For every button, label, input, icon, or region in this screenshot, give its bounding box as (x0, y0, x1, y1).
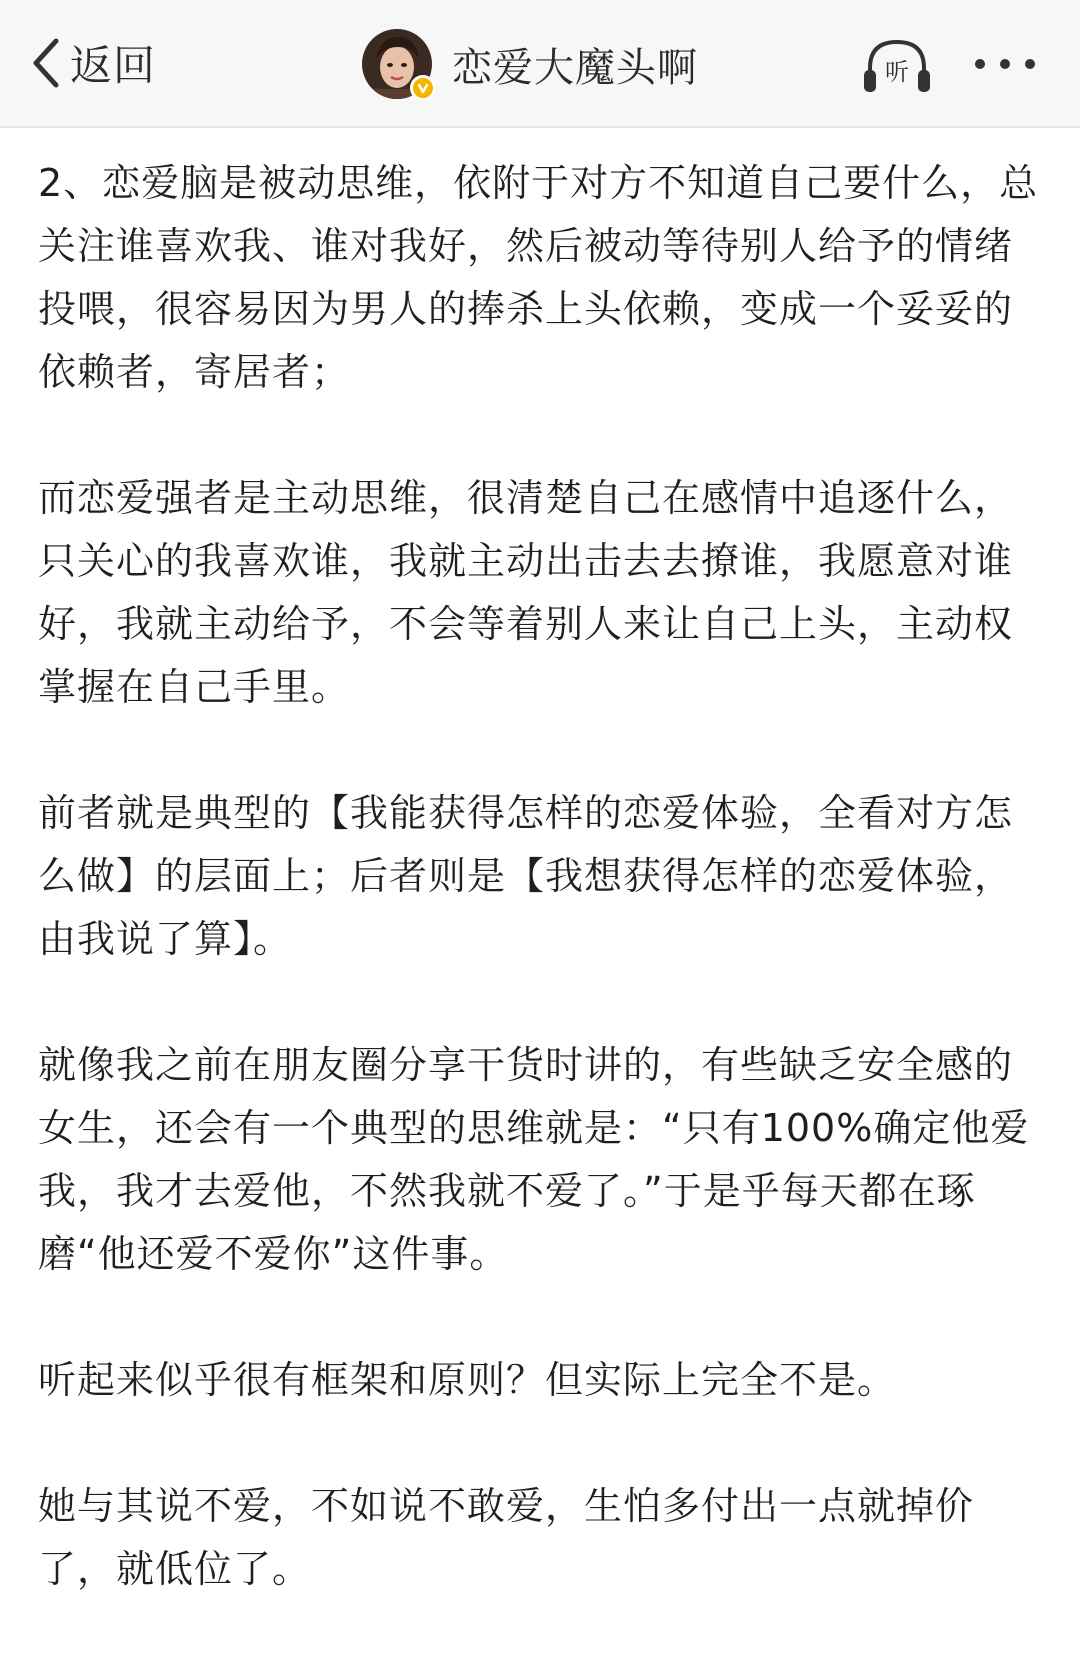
top-nav-bar (0, 0, 1080, 128)
post-body (38, 152, 1048, 1601)
account-profile[interactable] (362, 28, 698, 100)
verified-badge-icon (410, 75, 436, 101)
avatar[interactable] (362, 29, 432, 99)
post-paragraph-5: 听起来似乎很有框架和原则？但实际上完全不是。 (38, 1358, 897, 1402)
chevron-left-icon (28, 33, 64, 93)
more-button[interactable] (970, 44, 1040, 84)
post-paragraph-1: 2、恋爱脑是被动思维，依附于对方不知道自己要什么，总关注谁喜欢我、谁对我好，然后被动等待别人给予的情绪投喂，很容易因为男人的捧杀上头依赖，变成一个妥妥的依赖者，寄居者； (38, 161, 1039, 394)
back-button[interactable] (28, 30, 156, 96)
back-label: 返回 (70, 41, 157, 90)
post-paragraph-4: 就像我之前在朋友圈分享干货时讲的，有些缺乏安全感的女生，还会有一个典型的思维就是：“只有100%确定他爱我，我才去爱他，不然我就不爱了。”于是乎每天都在琢磨“他还爱不爱你”这件事。 (38, 1043, 1030, 1276)
post-paragraph-2: 而恋爱强者是主动思维，很清楚自己在感情中追逐什么，只关心的我喜欢谁，我就主动出击去去撩谁，我愿意对谁好，我就主动给予，不会等着别人来让自己上头，主动权掌握在自己手里。 (38, 476, 1014, 709)
post-paragraph-6: 她与其说不爱，不如说不敢爱，生怕多付出一点就掉价了，就低位了。 (38, 1484, 975, 1591)
account-name[interactable]: 恋爱大魔头啊 (452, 44, 698, 91)
listen-label: 听 (885, 57, 909, 86)
post-paragraph-3: 前者就是典型的【我能获得怎样的恋爱体验，全看对方怎么做】的层面上；后者则是【我想获得怎样的恋爱体验，由我说了算】。 (38, 791, 1014, 961)
listen-button[interactable] (860, 34, 934, 98)
more-dots-icon (970, 44, 1040, 84)
